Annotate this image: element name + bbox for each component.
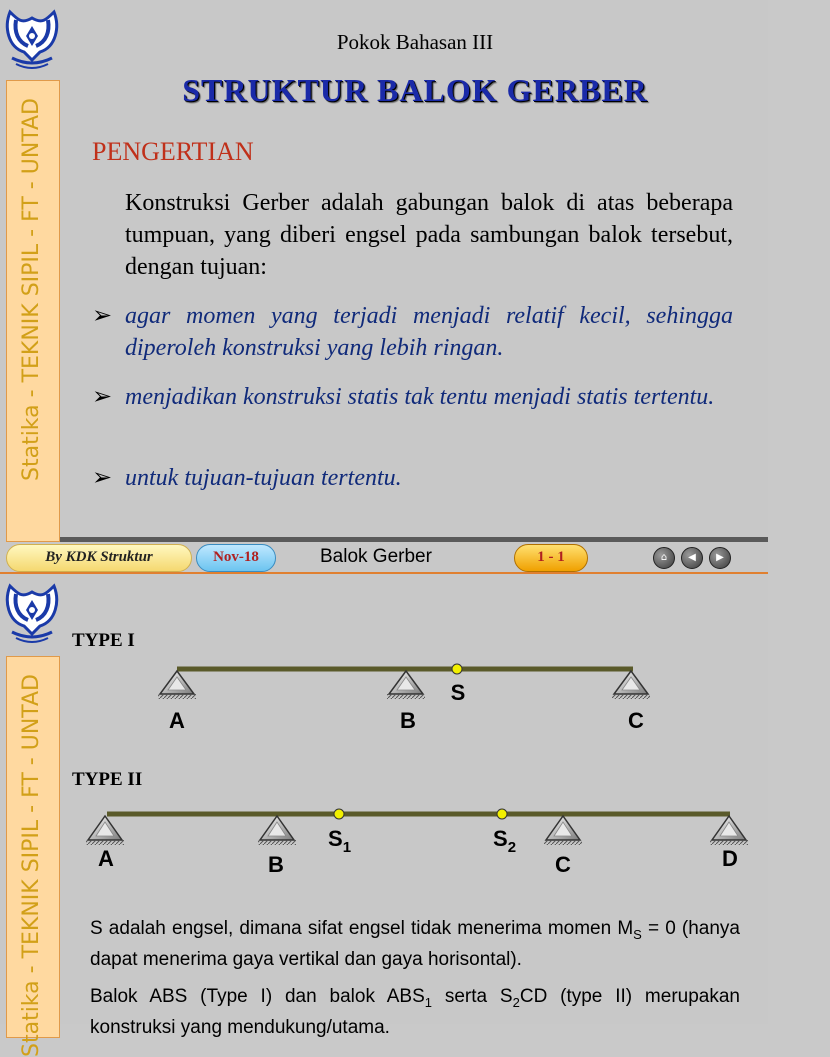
topic-label: Pokok Bahasan III bbox=[336, 30, 494, 54]
type-1-beam-diagram bbox=[140, 654, 670, 744]
definition-paragraph: Konstruksi Gerber adalah gabungan balok di atas beberapa tumpuan, yang diberi engsel pada sambungan balok tersebut, dengan tujuan: bbox=[125, 190, 733, 280]
type-2-label: TYPE II bbox=[72, 769, 143, 790]
bullet-item bbox=[92, 462, 733, 494]
bullet-item bbox=[92, 381, 733, 413]
support-label-b: B bbox=[400, 708, 416, 733]
support-c-icon bbox=[544, 816, 582, 845]
footer-divider bbox=[60, 537, 768, 542]
support-label-c: C bbox=[555, 852, 571, 877]
support-d-icon bbox=[710, 816, 748, 845]
section-heading: PENGERTIAN bbox=[92, 137, 254, 166]
support-label-c: C bbox=[628, 708, 644, 733]
hinge-s1-icon bbox=[334, 809, 344, 819]
bullet-text: menjadikan konstruksi statis tak tentu menjadi statis tertentu. bbox=[125, 384, 715, 410]
hinge-description: S adalah engsel, dimana sifat engsel tidak menerima momen $M_S = 0$ (hanya dapat menerima gaya vertikal dan gaya horisontal). bbox=[90, 918, 740, 970]
sidebar-label: Statika - TEKNIK SIPIL - FT - UNTAD bbox=[19, 673, 44, 1057]
prev-icon[interactable]: ◀ bbox=[681, 547, 703, 569]
support-label-d: D bbox=[722, 846, 738, 871]
hinge-s2-icon bbox=[497, 809, 507, 819]
hinge-label-s1: $S_1$ bbox=[328, 826, 352, 856]
support-b-icon bbox=[258, 816, 296, 845]
slide-title: STRUKTUR BALOK GERBER bbox=[182, 72, 648, 108]
sidebar-banner bbox=[6, 80, 60, 542]
untad-logo bbox=[2, 576, 62, 646]
sidebar-banner bbox=[6, 656, 60, 1057]
support-b-icon bbox=[387, 671, 425, 699]
slide-2 bbox=[0, 574, 768, 1057]
type-2-beam-diagram bbox=[80, 800, 760, 890]
support-label-a: A bbox=[98, 846, 114, 871]
arrow-bullet-icon: ➢ bbox=[92, 384, 113, 410]
next-icon[interactable]: ▶ bbox=[709, 547, 731, 569]
footer-title: Balok Gerber bbox=[320, 546, 432, 567]
bullet-text: untuk tujuan-tujuan tertentu. bbox=[125, 465, 402, 491]
hinge-label-s: S bbox=[450, 680, 466, 705]
page-number-badge: 1 - 1 bbox=[514, 544, 588, 572]
author-badge: By KDK Struktur bbox=[6, 544, 192, 572]
beam-description: Balok ABS (Type I) dan balok $ABS_1$ serta $S_2CD$ (type II) merupakan konstruksi yang mendukung/utama. bbox=[90, 986, 740, 1038]
arrow-bullet-icon: ➢ bbox=[92, 465, 113, 491]
hinge-s-icon bbox=[452, 664, 462, 674]
date-badge: Nov-18 bbox=[196, 544, 276, 572]
support-label-a: A bbox=[169, 708, 185, 733]
support-a-icon bbox=[86, 816, 124, 845]
bullet-item bbox=[92, 300, 733, 364]
home-icon[interactable]: ⌂ bbox=[653, 547, 675, 569]
bullet-text: agar momen yang terjadi menjadi relatif kecil, sehingga diperoleh konstruksi yang lebih ringan. bbox=[125, 303, 733, 361]
arrow-bullet-icon: ➢ bbox=[92, 303, 113, 329]
support-c-icon bbox=[612, 671, 650, 699]
hinge-label-s2: $S_2$ bbox=[493, 826, 517, 856]
support-a-icon bbox=[158, 671, 196, 699]
sidebar-label: Statika - TEKNIK SIPIL - FT - UNTAD bbox=[19, 97, 44, 481]
type-1-label: TYPE I bbox=[72, 630, 135, 651]
support-label-b: B bbox=[268, 852, 284, 877]
